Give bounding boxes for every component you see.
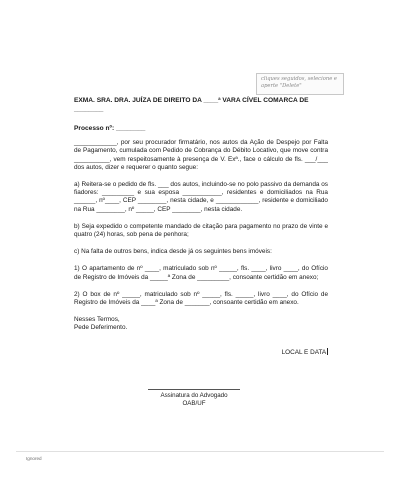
- imovel-2-paragraph: 2) O box de nº _____, matriculado sob nº _____, fls. _____, livro ____, do Ofício de Registro de Imóveis da ____ª Zona de _______, consoante certidão em anexo.: [74, 290, 328, 307]
- intro-paragraph: ____________, por seu procurador firmatário, nos autos da Ação de Despejo por Falta de Pagamento, cumulada com Pedido de Cobrança do Débito Locativo, que move contra __________, vem respeitosamente à presença de V. Exª., face o cálculo de fls. ___/___ dos autos, dizer e requerer o quanto segue:: [74, 139, 328, 171]
- oab-label: OAB/UF: [182, 400, 206, 407]
- comment-balloon[interactable]: [256, 73, 344, 95]
- footer-divider: [16, 451, 384, 452]
- closing-line-1: Nesses Termos,: [74, 316, 120, 324]
- comment-line-1: cliques seguidos, selecione e: [261, 76, 338, 82]
- item-b-paragraph: b) Seja expedido o competente mandado de citação para pagamento no prazo de vinte e quatro (24) horas, sob pena de penhora;: [74, 222, 328, 239]
- addressee-line-2: ________: [74, 106, 104, 113]
- processo-number: Processo nº: ________: [74, 125, 146, 132]
- document-body[interactable]: [74, 96, 328, 357]
- item-a-paragraph: a) Reitera-se o pedido de fls. ___ dos autos, incluindo-se no polo passivo da demanda os fiadores: _________ e sua esposa ___________, residentes e domiciliados na Rua ______, nº____, CEP ________, nesta cidade, e ____________, residente e domiciliado na Rua ________, nº _____, CEP ________, nesta cidade.: [74, 181, 328, 213]
- local-data-line: [74, 348, 328, 357]
- text-cursor: [327, 348, 328, 355]
- comment-line-2: aperte "Delete": [261, 83, 302, 89]
- imovel-1-paragraph: 1) O apartamento de nº ____, matriculado sob nº _____, fls. ____, livro ____, do Ofício de Registro de Imóveis da _____ª Zona de _________, consoante certidão em anexo;: [74, 265, 328, 281]
- footer-label: Ignored: [26, 456, 42, 461]
- local-data-text: LOCAL E DATA: [281, 348, 327, 356]
- item-c-paragraph: c) Na falta de outros bens, indica desde já os seguintes bens imóveis:: [74, 248, 272, 256]
- signature-block: [148, 389, 240, 408]
- signature-label: Assinatura do Advogado: [160, 392, 228, 399]
- closing-line-2: Pede Deferimento.: [74, 324, 128, 332]
- addressee-line-1: EXMA. SRA. DRA. JUÍZA DE DIREITO DA ____ª VARA CÍVEL COMARCA DE: [74, 97, 309, 104]
